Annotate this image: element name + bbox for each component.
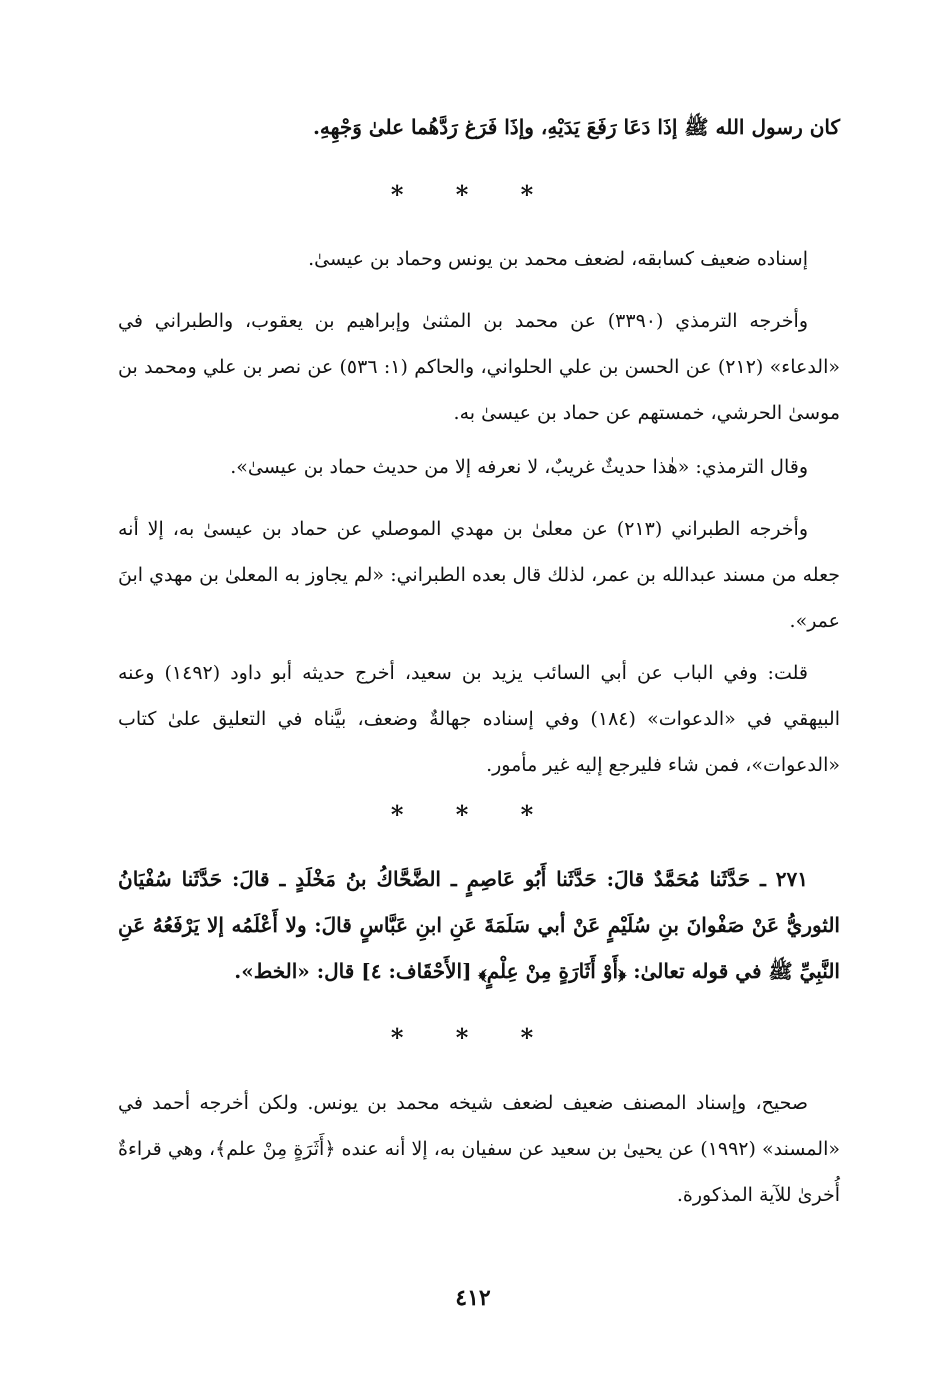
section-separator-3: * * *: [390, 1023, 556, 1052]
page-number: ٤١٢: [455, 1285, 491, 1311]
takhrij-paragraph-2: وأخرجه الطبراني (٢١٣) عن معلىٰ بن مهدي الموصلي عن حماد بن عيسىٰ به، إلا أنه جعله من مسند عبدالله بن عمر، لذلك قال بعده الطبراني: «لم يجاوز به المعلىٰ بن مهدي ابنَ عمر».: [118, 518, 840, 632]
section-separator-1: * * *: [390, 180, 556, 209]
hadith-271-text: ٢٧١ ـ حَدَّثَنا مُحَمَّدٌ قالَ: حَدَّثَنا أَبُو عَاصِمٍ ـ الضَّحَّاكُ بنُ مَخْلَدٍ ـ قالَ: حَدَّثَنا سُفْيَانُ الثوريُّ عَنْ صَفْوانَ بنِ سُلَيْمٍ عَنْ أبي سَلَمَةَ عَنِ ابنِ عَبَّاسٍ قالَ: ولا أَعْلَمُه إلا يَرْفَعُهُ عَنِ النَّبِيِّ ﷺ في قوله تعالىٰ: ﴿أَوْ أَثَارَةٍ مِنْ عِلْمٍ﴾ [الأَحْقَاف: ٤] قال: «الخط».: [118, 867, 840, 983]
grading-paragraph-1: إسناده ضعيف كسابقه، لضعف محمد بن يونس وحماد بن عيسىٰ.: [308, 248, 808, 270]
note-paragraph: قلت: وفي الباب عن أبي السائب يزيد بن سعيد، أخرج حديثه أبو داود (١٤٩٢) وعنه البيهقي في «الدعوات» (١٨٤) وفي إسناده جهالةٌ وضعف، بيَّناه في التعليق علىٰ كتاب «الدعوات»، فمن شاء فليرجع إليه غير مأمور.: [118, 662, 840, 776]
section-separator-2: * * *: [390, 800, 556, 829]
tirmidhi-quote-paragraph: وقال الترمذي: «هٰذا حديثٌ غريبٌ، لا نعرفه إلا من حديث حماد بن عيسىٰ».: [230, 456, 808, 478]
grading-paragraph-2: صحيح، وإسناد المصنف ضعيف لضعف شيخه محمد بن يونس. ولكن أخرجه أحمد في «المسند» (١٩٩٢) عن يحيىٰ بن سعيد عن سفيان به، إلا أنه عنده ﴿أَثَرَةٍ مِنْ علم﴾، وهي قراءةٌ أُخرىٰ للآية المذكورة.: [118, 1092, 840, 1206]
takhrij-paragraph-1: وأخرجه الترمذي (٣٣٩٠) عن محمد بن المثنىٰ وإبراهيم بن يعقوب، والطبراني في «الدعاء» (٢١٢) عن الحسن بن علي الحلواني، والحاكم (١: ٥٣٦) عن نصر بن علي ومحمد بن موسىٰ الحرشي، خمستهم عن حماد بن عيسىٰ به.: [118, 310, 840, 424]
hadith-270-text: كان رسول الله ﷺ إذَا دَعَا رَفَعَ يَدَيْهِ، وإذَا فَرَغ رَدَّهُما علىٰ وَجْهِهِ.: [312, 115, 840, 139]
